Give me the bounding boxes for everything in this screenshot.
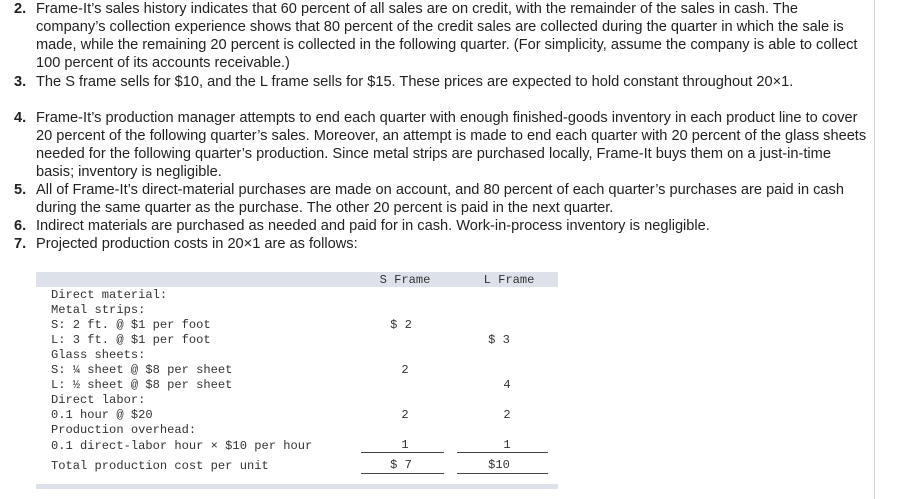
row-label: Direct labor: (51, 393, 146, 407)
s-frame-subtotal-rule (361, 452, 444, 453)
item-number: 3. (14, 74, 27, 90)
list-item (0, 217, 870, 235)
item-text: The S frame sells for $10, and the L frame sells for $15. These prices are expected to hold constant throughout 20×1. (36, 74, 794, 90)
column-header-l-frame: L Frame (483, 273, 535, 287)
column-header-s-frame: S Frame (379, 273, 431, 287)
item-text: Frame-It’s production manager attempts to end each quarter with enough finished-goods inventory in each product line to cover 20 percent of the following quarter’s sales. Moreover, an attempt is made to end each quarter with 20 percent of the glass sheets needed for the following quarter’s production. Since metal strips are purchased locally, Frame-It buys them on a just-in-time basis; inventory is negligible. (36, 110, 867, 181)
s-frame-total-rule (361, 473, 444, 474)
row-label: 0.1 hour @ $20 (51, 408, 153, 422)
row-label: Glass sheets: (51, 348, 146, 362)
row-label: Total production cost per unit (51, 459, 269, 473)
s-frame-value: 1 (401, 438, 409, 452)
l-frame-total-rule (457, 473, 548, 474)
l-frame-value: 4 (503, 378, 511, 392)
item-number: 6. (14, 218, 27, 234)
item-text: All of Frame-It’s direct-material purchases are made on account, and 80 percent of each quarter’s purchases are paid in cash during the same quarter as the purchase. The other 20 percent is paid in the next quarter. (36, 182, 844, 217)
row-label: Metal strips: (51, 303, 146, 317)
list-item (0, 73, 870, 109)
list-item (0, 109, 870, 181)
l-frame-value: 2 (503, 408, 511, 422)
table-footer-band (36, 484, 558, 489)
row-label: L: ½ sheet @ $8 per sheet (51, 378, 233, 392)
list-item (0, 181, 870, 217)
item-number: 5. (14, 182, 27, 198)
item-text: Projected production costs in 20×1 are as follows: (36, 236, 358, 252)
s-frame-total: $ 7 (390, 458, 412, 472)
row-label: S: ¼ sheet @ $8 per sheet (51, 363, 233, 377)
row-label: S: 2 ft. @ $1 per foot (51, 318, 211, 332)
l-frame-subtotal-rule (457, 452, 548, 453)
item-text: Indirect materials are purchased as needed and paid for in cash. Work-in-process inventory is negligible. (36, 218, 710, 234)
l-frame-value: $ 3 (488, 333, 510, 347)
item-text: Frame-It’s sales history indicates that 60 percent of all sales are on credit, with the remainder of the sales in cash. The company’s collection experience shows that 80 percent of the credit sales are collected during the quarter in which the sale is made, while the remaining 20 percent is collected in the following quarter. (For simplicity, assume the company is able to collect 100 percent of its accounts receivable.) (36, 1, 858, 72)
numbered-list (0, 0, 870, 253)
row-label: Direct material: (51, 288, 168, 302)
right-border (874, 0, 875, 499)
row-label: Production overhead: (51, 423, 197, 437)
item-number: 2. (14, 1, 27, 17)
list-item (0, 235, 870, 253)
list-item (0, 0, 870, 73)
row-label: L: 3 ft. @ $1 per foot (51, 333, 211, 347)
production-cost-table (36, 272, 558, 490)
item-number: 4. (14, 110, 27, 126)
s-frame-value: 2 (401, 408, 409, 422)
l-frame-total: $10 (488, 458, 510, 472)
row-label: 0.1 direct-labor hour × $10 per hour (51, 439, 313, 453)
l-frame-value: 1 (503, 438, 511, 452)
s-frame-value: $ 2 (390, 318, 412, 332)
s-frame-value: 2 (401, 363, 409, 377)
item-number: 7. (14, 236, 27, 252)
